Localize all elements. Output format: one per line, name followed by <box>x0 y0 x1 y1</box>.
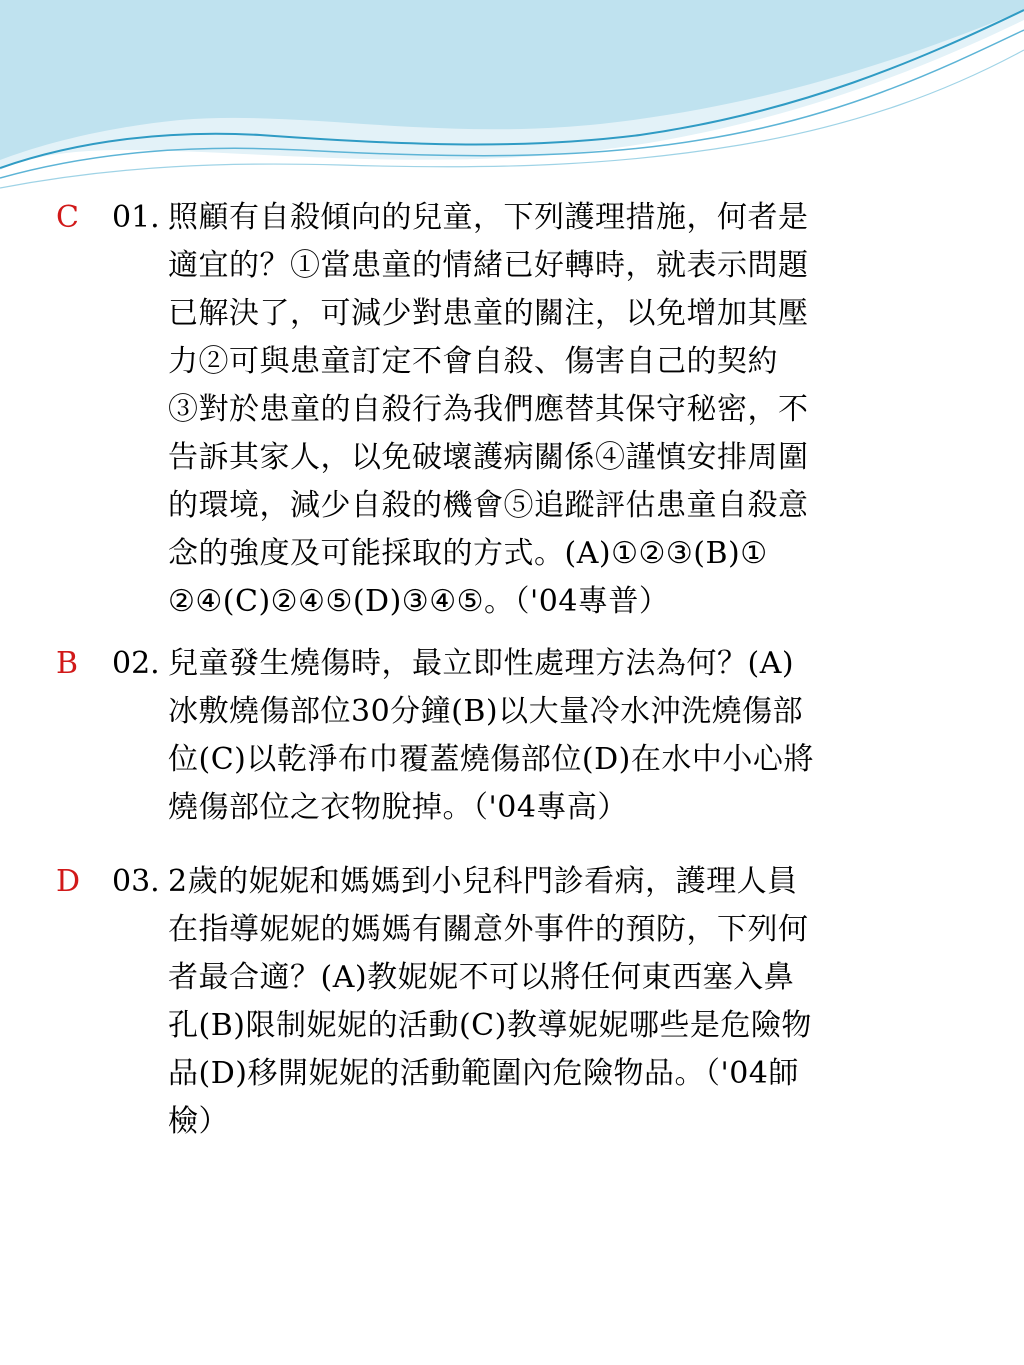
question-text-line: 檢） <box>168 1104 229 1139</box>
question-text-line: 燒傷部位之衣物脫掉。（'04專高） <box>168 790 628 825</box>
question-text-line: 兒童發生燒傷時，最立即性處理方法為何？(A) <box>168 646 795 681</box>
question-number: 02. <box>112 646 160 681</box>
question-text-line: 照顧有自殺傾向的兒童，下列護理措施，何者是 <box>168 200 809 235</box>
question-number: 03. <box>112 864 160 899</box>
question-text-line: 適宜的？①當患童的情緒已好轉時，就表示問題 <box>168 248 809 283</box>
question-text-line: 者最合適？(A)教妮妮不可以將任何東西塞入鼻 <box>168 960 795 995</box>
answer-key: B <box>56 646 79 681</box>
question-text-line: 念的強度及可能採取的方式。(A)①②③(B)① <box>168 536 768 571</box>
question-text-line: 2歲的妮妮和媽媽到小兒科門診看病，護理人員 <box>168 864 798 899</box>
answer-key: C <box>56 200 79 235</box>
question-text-line: 孔(B)限制妮妮的活動(C)教導妮妮哪些是危險物 <box>168 1008 812 1043</box>
question-text-line: 品(D)移開妮妮的活動範圍內危險物品。（'04師 <box>168 1056 799 1091</box>
question-number: 01. <box>112 200 160 235</box>
question-text-line: ③對於患童的自殺行為我們應替其保守秘密，不 <box>168 392 809 427</box>
question-text-line: 的環境，減少自殺的機會⑤追蹤評估患童自殺意 <box>168 488 809 523</box>
answer-key: D <box>56 864 81 899</box>
question-text-line: 告訴其家人，以免破壞護病關係④謹慎安排周圍 <box>168 440 809 475</box>
question-text-line: 在指導妮妮的媽媽有關意外事件的預防，下列何 <box>168 912 809 947</box>
question-text-line: 位(C)以乾淨布巾覆蓋燒傷部位(D)在水中小心將 <box>168 742 814 777</box>
question-text-line: ②④(C)②④⑤(D)③④⑤。（'04專普） <box>168 584 670 619</box>
question-text-line: 冰敷燒傷部位30分鐘(B)以大量冷水沖洗燒傷部 <box>168 694 804 729</box>
question-text-line: 力②可與患童訂定不會自殺、傷害自己的契約 <box>168 344 778 379</box>
question-text-line: 已解決了，可減少對患童的關注，以免增加其壓 <box>168 296 809 331</box>
